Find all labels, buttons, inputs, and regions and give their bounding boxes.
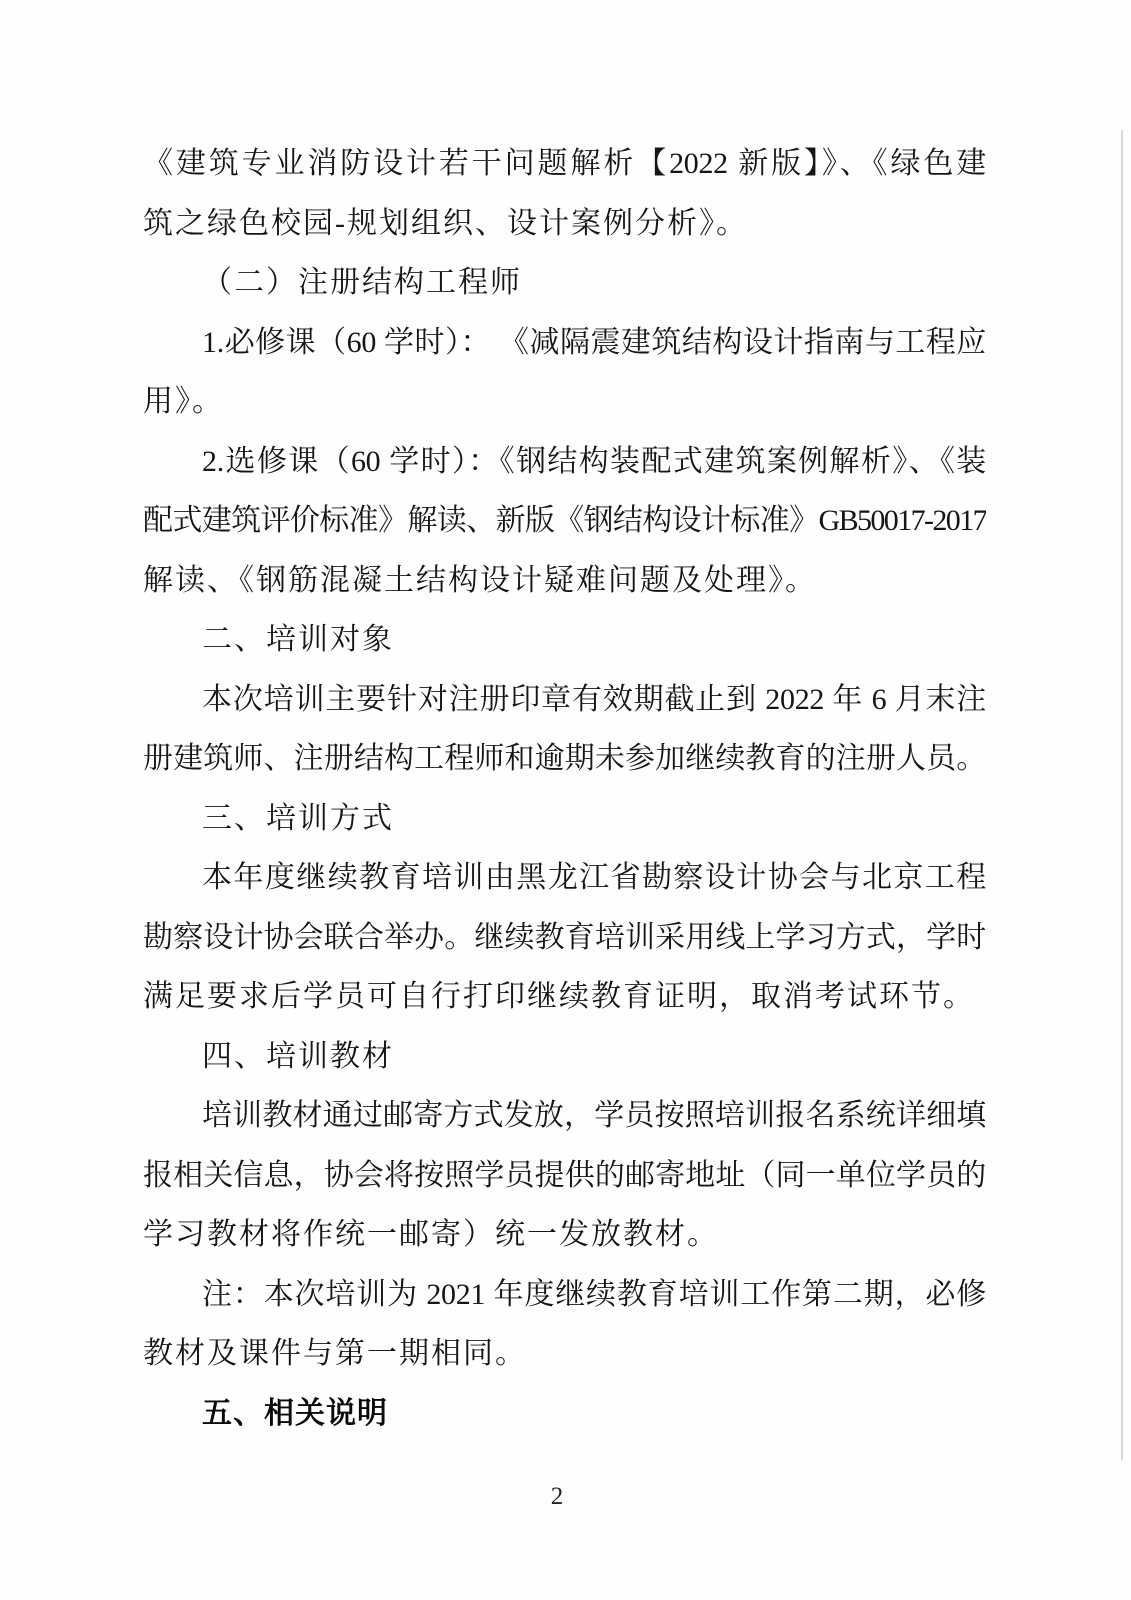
text-line: 注：本次培训为 2021 年度继续教育培训工作第二期，必修 [202, 1277, 986, 1311]
page-number: 2 [550, 1483, 564, 1510]
text-line: 配式建筑评价标准》解读、新版《钢结构设计标准》GB50017-2017 [143, 504, 986, 537]
text-line: 《建筑专业消防设计若干问题解析【2022 新版】》、《绿色建 [143, 147, 986, 180]
text-line: 学习教材将作统一邮寄）统一发放教材。 [143, 1218, 719, 1251]
document-text-block [143, 134, 986, 1443]
text-line: 解读、《钢筋混凝土结构设计疑难问题及处理》。 [143, 563, 817, 597]
text-line: 二、培训对象 [202, 623, 394, 656]
text-line: 四、培训教材 [202, 1039, 394, 1073]
text-line: 报相关信息，协会将按照学员提供的邮寄地址（同一单位学员的 [143, 1158, 986, 1192]
text-line: 本次培训主要针对注册印章有效期截止到 2022 年 6 月末注 [202, 682, 986, 716]
text-line: 册建筑师、注册结构工程师和逾期未参加继续教育的注册人员。 [143, 742, 986, 775]
section-heading: 五、相关说明 [202, 1396, 388, 1430]
text-line: 三、培训方式 [202, 801, 394, 835]
text-line: 1.必修课（60 学时）： 《减隔震建筑结构设计指南与工程应 [202, 325, 986, 359]
text-line: 教材及课件与第一期相同。 [143, 1337, 527, 1370]
text-line: 用》。 [143, 385, 224, 418]
text-line: （二）注册结构工程师 [202, 266, 522, 299]
text-line: 筑之绿色校园-规划组织、设计案例分析》。 [143, 206, 748, 240]
text-line: 满足要求后学员可自行打印继续教育证明，取消考试环节。 [143, 980, 975, 1013]
text-line: 本年度继续教育培训由黑龙江省勘察设计协会与北京工程 [202, 861, 986, 894]
text-line: 培训教材通过邮寄方式发放，学员按照培训报名系统详细填 [202, 1099, 986, 1132]
text-line: 2.选修课（60 学时）：《钢结构装配式建筑案例解析》、《装 [202, 444, 986, 478]
text-line: 勘察设计协会联合举办。继续教育培训采用线上学习方式，学时 [143, 920, 986, 954]
scan-artifact-line [1121, 130, 1123, 1460]
